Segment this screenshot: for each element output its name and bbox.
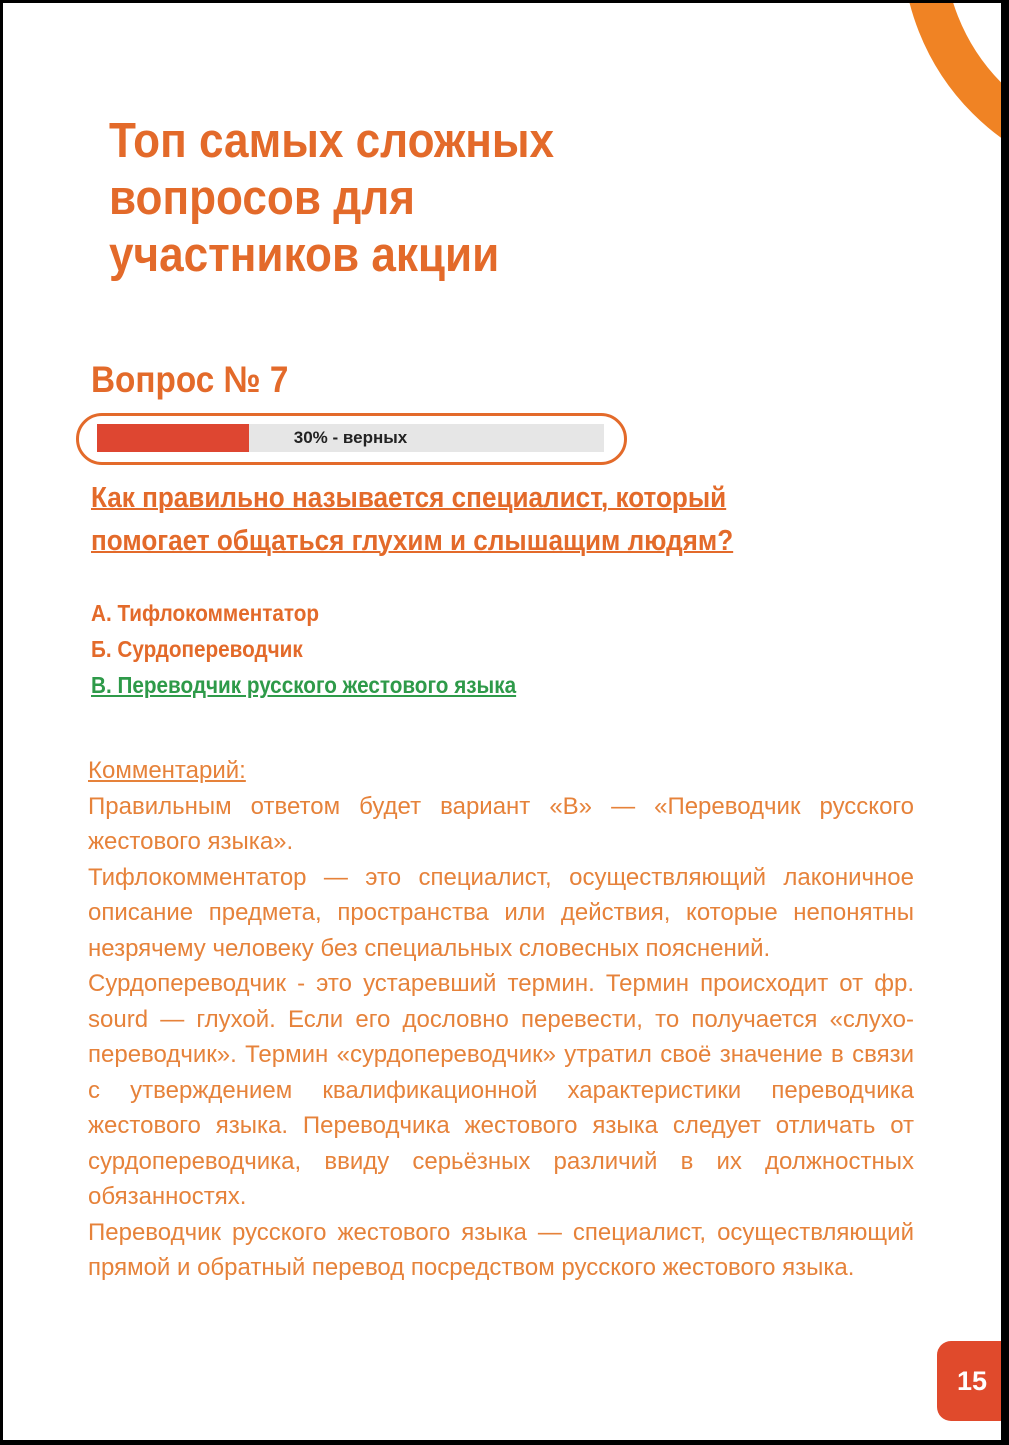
question-text <box>91 477 865 563</box>
outer-arc <box>923 3 1001 163</box>
comment-paragraph: Тифлокомментатор — это специалист, осуществляющий лаконичное описание предмета, пространства или действия, которые непонятны незрячему человеку без специальных словесных пояснений. <box>88 863 914 962</box>
title-line: участников акции <box>109 228 500 282</box>
comment-heading: Комментарий: <box>88 757 246 784</box>
title-line: вопросов для <box>109 171 415 225</box>
comment-block <box>88 753 914 1286</box>
question-number: Вопрос № 7 <box>91 359 289 400</box>
question-line: Как правильно называется специалист, который <box>91 482 727 514</box>
page-title <box>109 113 649 284</box>
comment-paragraph: Переводчик русского жестового языка — специалист, осуществляющий прямой и обратный перевод посредством русского жестового языка. <box>88 1218 914 1281</box>
comment-paragraph: Правильным ответом будет вариант «В» — «Переводчик русского жестового языка». <box>88 792 914 855</box>
page <box>3 3 1001 1440</box>
option-a: А. Тифлокомментатор <box>91 600 320 626</box>
progress-track <box>97 424 604 452</box>
progress-label: 30% - верных <box>293 428 408 447</box>
question-line: помогает общаться глухим и слышащим людям? <box>91 525 734 557</box>
answer-options <box>91 595 516 703</box>
title-line: Топ самых сложных <box>109 114 555 168</box>
option-b: Б. Сурдопереводчик <box>91 636 303 662</box>
option-c-correct: В. Переводчик русского жестового языка <box>91 672 517 698</box>
comment-paragraph: Сурдопереводчик - это устаревший термин. Термин происходит от фр. sourd — глухой. Если его дословно перевести, то получается «слухо-переводчик». Термин «сурдопереводчик» утратил своё значение в связи с утверждением квалификационной характеристики переводчика жестового языка. Переводчика жестового языка следует отличать от сурдопереводчика, ввиду серьёзных различий в их должностных обязанностях. <box>88 970 914 1210</box>
page-number-badge: 15 <box>937 1341 1001 1421</box>
progress-frame <box>76 413 627 465</box>
